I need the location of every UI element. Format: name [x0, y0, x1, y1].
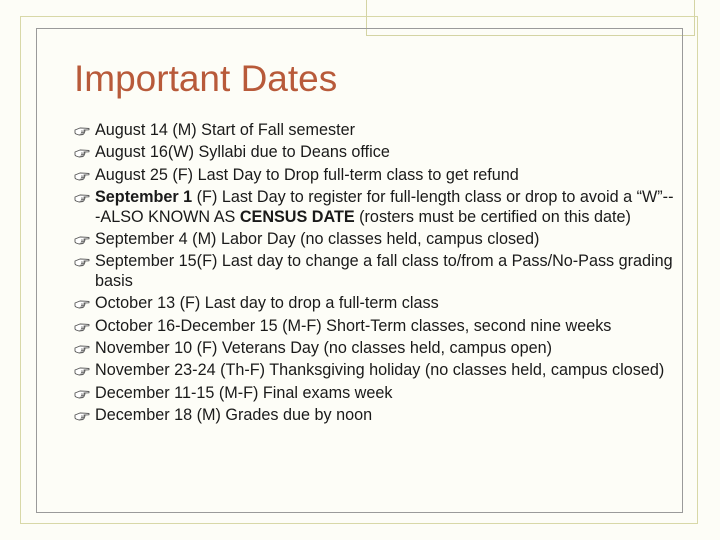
- emphasized-text: September 1: [95, 188, 193, 207]
- list-item: [74, 121, 674, 140]
- hand-pointer-icon: [74, 298, 90, 310]
- item-text: August 25 (F) Last Day to Drop full-term class to get refund: [95, 165, 519, 184]
- list-item: [74, 230, 674, 249]
- item-text: December 11-15 (M-F) Final exams week: [95, 383, 393, 402]
- hand-pointer-icon: [74, 125, 90, 137]
- item-text: November 23-24 (Th-F) Thanksgiving holiday (no classes held, campus closed): [95, 361, 665, 380]
- list-item: [74, 406, 674, 425]
- hand-pointer-icon: [74, 170, 90, 182]
- list-item: [74, 384, 674, 403]
- important-dates-list: [74, 121, 674, 429]
- hand-pointer-icon: [74, 234, 90, 246]
- slide-title: Important Dates: [74, 58, 338, 99]
- item-text: November 10 (F) Veterans Day (no classes held, campus open): [95, 339, 553, 358]
- item-text: August 14 (M) Start of Fall semester: [95, 121, 355, 139]
- hand-pointer-icon: [74, 147, 90, 159]
- item-text: (F) Last Day to register for full-length class or drop to avoid a “W”---ALSO KNOWN AS: [95, 188, 674, 226]
- list-item: [74, 166, 674, 185]
- hand-pointer-icon: [74, 192, 90, 204]
- hand-pointer-icon: [74, 388, 90, 400]
- item-text: December 18 (M) Grades due by noon: [95, 406, 373, 425]
- hand-pointer-icon: [74, 365, 90, 377]
- list-item: [74, 361, 674, 380]
- item-text: (rosters must be certified on this date): [354, 207, 631, 226]
- emphasized-text: CENSUS DATE: [239, 207, 355, 226]
- item-text: September 15(F) Last day to change a fall class to/from a Pass/No-Pass grading basis: [95, 252, 673, 290]
- item-text: September 4 (M) Labor Day (no classes held, campus closed): [95, 230, 540, 249]
- list-item: [74, 143, 674, 162]
- list-item: [74, 317, 674, 336]
- item-text: October 16-December 15 (M-F) Short-Term classes, second nine weeks: [95, 316, 612, 335]
- hand-pointer-icon: [74, 410, 90, 422]
- hand-pointer-icon: [74, 343, 90, 355]
- list-item: [74, 294, 674, 313]
- list-item: [74, 188, 674, 227]
- hand-pointer-icon: [74, 256, 90, 268]
- item-text: October 13 (F) Last day to drop a full-term class: [95, 294, 439, 313]
- list-item: [74, 339, 674, 358]
- item-text: August 16(W) Syllabi due to Deans office: [95, 143, 390, 162]
- hand-pointer-icon: [74, 321, 90, 333]
- list-item: [74, 252, 674, 291]
